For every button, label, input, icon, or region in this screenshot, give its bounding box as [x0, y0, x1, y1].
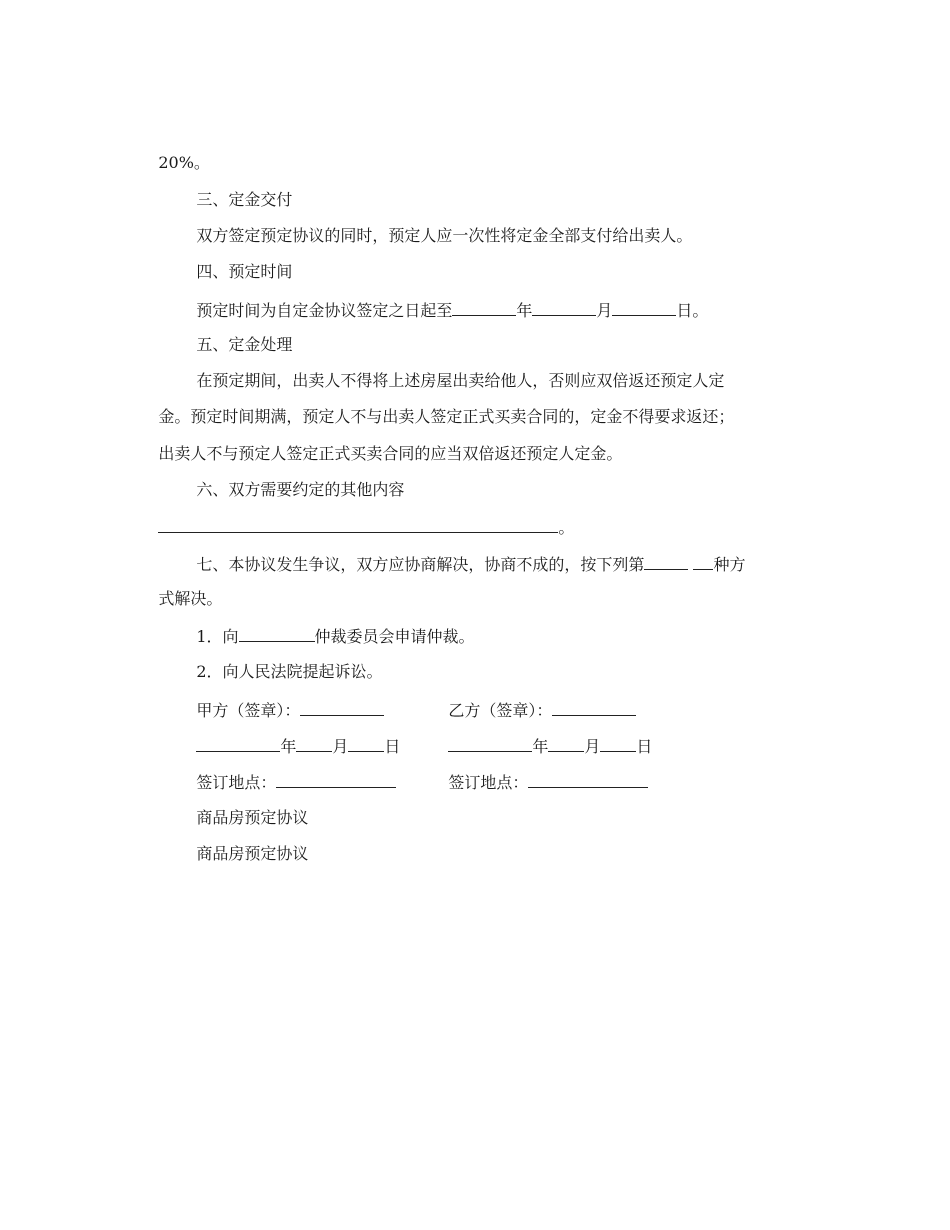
year-label: 年 [280, 737, 297, 756]
heading-text: 五、定金处理 [196, 335, 293, 354]
day-label: 日。 [676, 301, 709, 320]
blank-field-month[interactable] [532, 299, 596, 316]
year-label: 年 [516, 301, 533, 320]
paragraph-text: 七、本协议发生争议，双方应协商解决，协商不成的，按下列第 [196, 555, 645, 574]
option-text: 1．向 [196, 627, 239, 646]
party-b-month-field[interactable] [548, 735, 584, 752]
heading-text: 四、预定时间 [196, 262, 293, 281]
party-a-month-field[interactable] [296, 735, 332, 752]
option-text: 2．向人民法院提起诉讼。 [196, 662, 383, 681]
blank-field-arbitration[interactable] [239, 625, 315, 642]
paragraph-text: 种方 [713, 555, 746, 574]
place-label: 签订地点： [448, 773, 529, 792]
footer-text: 商品房预定协议 [196, 808, 309, 827]
year-label: 年 [532, 737, 549, 756]
day-label: 日 [384, 737, 401, 756]
party-b-label: 乙方（签章）： [448, 701, 553, 720]
paragraph-text: 金。预定时间期满，预定人不与出卖人签定正式买卖合同的，定金不得要求返还； [158, 407, 735, 426]
party-b-place-field[interactable] [528, 771, 648, 788]
month-label: 月 [332, 737, 349, 756]
party-b-day-field[interactable] [600, 735, 636, 752]
party-a-label: 甲方（签章）： [196, 701, 301, 720]
paragraph-text: 双方签定预定协议的同时，预定人应一次性将定金全部支付给出卖人。 [196, 226, 693, 245]
footer-text: 商品房预定协议 [196, 844, 309, 863]
party-b-year-field[interactable] [448, 735, 532, 752]
paragraph-text: 在预定期间，出卖人不得将上述房屋出卖给他人，否则应双倍返还预定人定 [196, 371, 725, 390]
place-label: 签订地点： [196, 773, 277, 792]
party-a-signature-field[interactable] [300, 699, 384, 716]
month-label: 月 [596, 301, 613, 320]
paragraph-text: 出卖人不与预定人签定正式买卖合同的应当双倍返还预定人定金。 [158, 444, 623, 463]
option-text: 仲裁委员会申请仲裁。 [314, 627, 475, 646]
blank-field-method-b[interactable] [693, 553, 713, 570]
day-label: 日 [636, 737, 653, 756]
blank-field-method-a[interactable] [644, 553, 688, 570]
blank-field-other-content[interactable] [158, 516, 558, 533]
paragraph-text: 预定时间为自定金协议签定之日起至 [196, 301, 453, 320]
heading-text: 六、双方需要约定的其他内容 [196, 480, 405, 499]
party-b-signature-field[interactable] [552, 699, 636, 716]
blank-field-year[interactable] [452, 299, 516, 316]
party-a-place-field[interactable] [276, 771, 396, 788]
percent-text: 20%。 [158, 153, 210, 172]
party-a-year-field[interactable] [196, 735, 280, 752]
party-a-day-field[interactable] [348, 735, 384, 752]
paragraph-text: 式解决。 [158, 589, 223, 608]
month-label: 月 [584, 737, 601, 756]
footer-title [176, 824, 816, 884]
heading-text: 三、定金交付 [196, 190, 293, 209]
blank-field-day[interactable] [612, 299, 676, 316]
period-mark: 。 [558, 518, 575, 537]
